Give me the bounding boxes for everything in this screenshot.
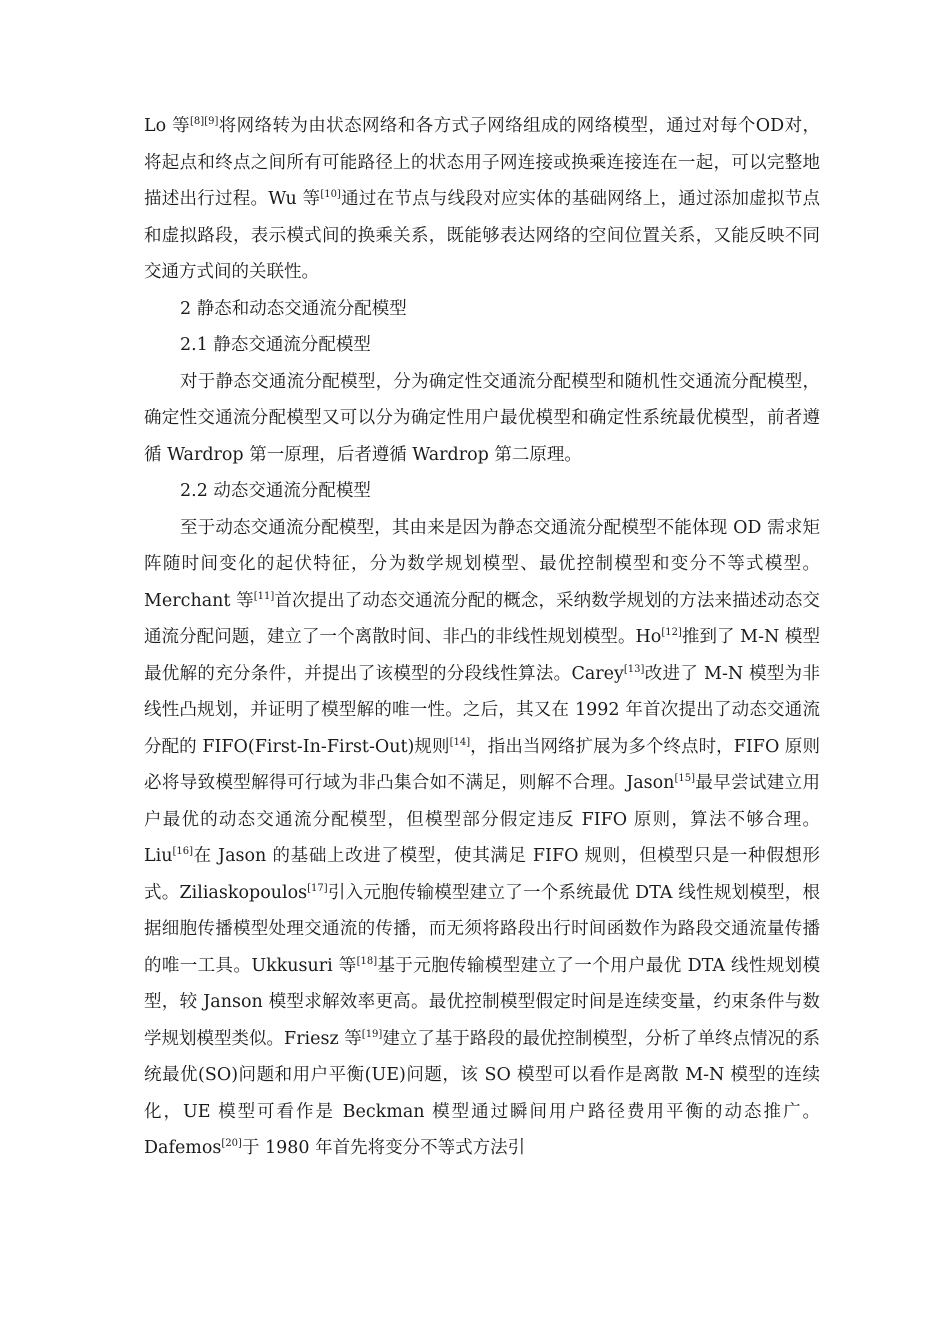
para-text: 通过在节点与线段对应实体的基础网络上，通过添加虚拟节点和虚拟路段，表示模式间的换乘关系，既能够表达网络的空间位置关系，又能反映不同交通方式间的关联性。 — [144, 189, 820, 282]
citation-ref: [15] — [674, 773, 695, 784]
citation-ref: [20] — [221, 1138, 242, 1149]
citation-ref: [14] — [449, 736, 471, 748]
para-text: 至于动态交通流分配模型，其由来是因为静态交通流分配模型不能体现 OD 需求矩阵随时间变化的起伏特征，分为数学规划模型、最优控制模型和变分不等式模型。Merchant 等 — [144, 517, 820, 611]
citation-ref: [19] — [361, 1028, 383, 1040]
para-text: 在 Jason 的基础上改进了模型，使其满足 FIFO 规则，但模型只是一种假想形式。 — [144, 846, 820, 903]
para-text: Ziliaskopoulos — [179, 882, 308, 903]
page-content — [144, 108, 820, 1167]
subsection-heading-static: 2.1 静态交通流分配模型 — [180, 335, 371, 355]
para-text: 基于元胞传输模型建立了一个用户最优 DTA 线性规划模型，较 Janson 模型求解效率更高。最优控制模型假定时间是连续变量，约束条件与数学规划模型类似。Friesz 等 — [144, 955, 820, 1049]
citation-ref: [17] — [307, 882, 328, 894]
citation-ref: [18] — [356, 955, 378, 967]
para-text: 最早尝试建立用户最优的动态交通流分配模型，但模型部分假定违反 FIFO 原则，算法不够合理。Liu — [144, 773, 821, 866]
citation-ref: [11] — [253, 590, 275, 602]
paragraph-network-models — [144, 108, 820, 291]
para-text: 引入元胞传输模型建立了一个系统最优 DTA 线性规划模型，根据细胞传播模型处理交通流的传播，而无须将路段出行时间函数作为路段交通流量传播的唯一工具。Ukkusuri 等 — [144, 882, 821, 976]
para-text: Lo 等 — [144, 116, 191, 136]
subsection-heading-dynamic: 2.2 动态交通流分配模型 — [180, 481, 371, 501]
para-text: ，指出当网络扩展为多个终点时，FIFO 原则必将导致模型解得可行域为非凸集合如不满足，则解不合理。Jason — [144, 736, 820, 793]
para-text: 于 1980 年首先将变分不等式方法引 — [241, 1138, 526, 1158]
citation-ref: [10] — [320, 189, 341, 200]
para-text: 首次提出了动态交通流分配的概念，采纳数学规划的方法来描述动态交通流分配问题，建立了一个离散时间、非凸的非线性规划模型。Ho — [144, 590, 821, 647]
para-text: 建立了基于路段的最优控制模型，分析了单终点情况的系统最优(SO)问题和用户平衡(UE)问题，该 SO 模型可以看作是离散 M-N 模型的连续化，UE 模型可看作是 Beckman 模型通过瞬间用户路径费用平衡的动态推广。Dafemos — [144, 1028, 820, 1158]
citation-ref: [8][9] — [190, 116, 219, 127]
citation-ref: [13] — [623, 663, 645, 675]
paragraph-dynamic-assignment — [144, 510, 820, 1167]
citation-ref: [16] — [172, 846, 194, 857]
citation-ref: [12] — [661, 627, 682, 638]
para-text: 推到了 M-N 模型最优解的充分条件，并提出了该模型的分段线性算法。Carey — [144, 627, 820, 684]
para-text: 改进了 M-N 模型为非线性凸规划，并证明了模型解的唯一性。之后，其又在 1992 年首次提出了动态交通流分配的 FIFO(First-In-First-Out)规则 — [144, 663, 820, 757]
section-heading: 2 静态和动态交通流分配模型 — [180, 298, 407, 319]
para-text: 将网络转为由状态网络和各方式子网络组成的网络模型，通过对每个OD对，将起点和终点之间所有可能路径上的状态用子网连接或换乘连接连在一起，可以完整地描述出行过程。Wu 等 — [144, 116, 820, 209]
paragraph-static-assignment: 对于静态交通流分配模型，分为确定性交通流分配模型和随机性交通流分配模型，确定性交通流分配模型又可以分为确定性用户最优模型和确定性系统最优模型，前者遵循 Wardrop 第一原理，后者遵循 Wardrop 第二原理。 — [144, 371, 820, 465]
